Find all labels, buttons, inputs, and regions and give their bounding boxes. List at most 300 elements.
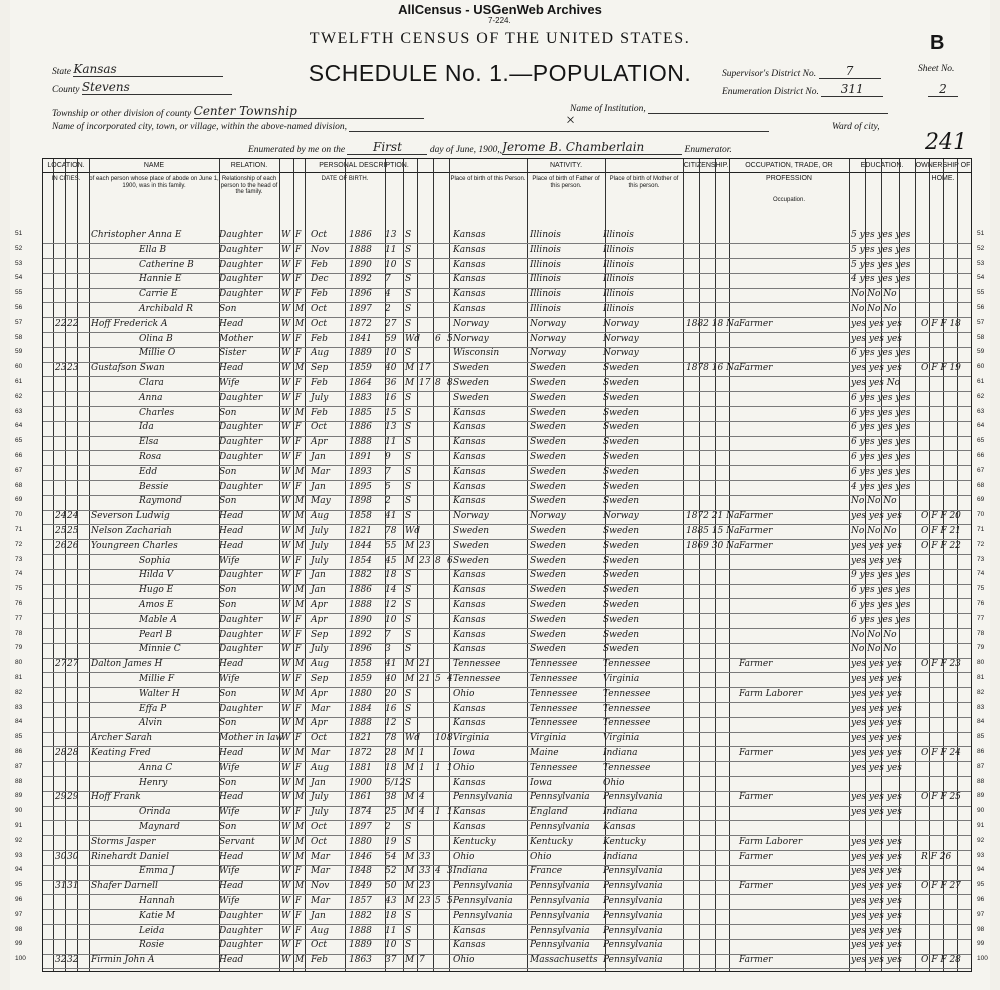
father-birthplace-cell: Norway: [530, 333, 566, 344]
table-row: [15, 688, 985, 703]
relation-cell: Son: [219, 466, 237, 477]
marital-cell: S: [405, 348, 412, 359]
table-row: [15, 333, 985, 348]
line-number-left: 55: [15, 289, 23, 297]
relation-cell: Son: [219, 496, 237, 507]
ownership-cell: O F F 22: [921, 540, 961, 551]
mother-of-cell: 10: [435, 733, 447, 744]
mother-birthplace-cell: Norway: [603, 511, 639, 522]
ownership-cell: O F F 28: [921, 955, 961, 966]
sex-cell: F: [295, 230, 302, 240]
table-row: [15, 229, 985, 244]
name-cell: Elsa: [139, 437, 159, 448]
birthplace-cell: Kansas: [453, 407, 486, 418]
age-cell: 10: [385, 614, 397, 625]
birthplace-cell: Sweden: [453, 392, 490, 403]
relation-cell: Daughter: [219, 437, 263, 448]
ownership-cell: O F F 27: [921, 881, 961, 892]
sheet-value: 2: [928, 82, 958, 97]
age-cell: 11: [385, 437, 397, 448]
education-cell: No No No: [851, 289, 897, 300]
birth-year-cell: 1859: [349, 363, 372, 374]
name-cell: Emma J: [139, 866, 175, 877]
sex-cell: F: [295, 437, 302, 448]
line-number-left: 56: [15, 304, 23, 311]
name-cell: Henry: [139, 777, 168, 788]
birthplace-cell: Kansas: [453, 585, 486, 596]
table-row: [15, 703, 985, 718]
education-cell: yes yes yes: [851, 511, 902, 522]
father-birthplace-cell: Kentucky: [530, 836, 573, 847]
ownership-cell: O F F 23: [921, 659, 961, 670]
education-cell: No No No: [851, 304, 897, 314]
dwelling-number: 28: [55, 748, 67, 758]
age-cell: 9: [385, 452, 391, 462]
marital-cell: S: [405, 940, 412, 951]
color-cell: W: [281, 511, 291, 522]
sex-cell: F: [295, 333, 302, 344]
birth-month-cell: Feb: [311, 955, 328, 966]
line-number-right: 62: [977, 392, 985, 400]
birth-month-cell: Jan: [311, 777, 326, 788]
marital-cell: Wd: [405, 333, 421, 344]
education-cell: yes yes yes: [851, 733, 902, 744]
color-cell: W: [281, 570, 291, 581]
relation-cell: Wife: [219, 896, 240, 906]
education-cell: 5 yes yes yes: [851, 244, 911, 255]
line-number-left: 85: [15, 733, 23, 741]
mother-birthplace-cell: Sweden: [603, 496, 640, 507]
living-cell: 4: [447, 674, 453, 684]
sex-cell: F: [295, 452, 302, 462]
line-number-right: 55: [977, 289, 985, 297]
birth-month-cell: Dec: [311, 274, 329, 285]
birthplace-cell: Sweden: [453, 378, 490, 388]
birth-month-cell: Nov: [311, 881, 330, 892]
color-cell: W: [281, 910, 291, 921]
sex-cell: M: [295, 659, 305, 670]
birth-year-cell: 1821: [349, 733, 372, 744]
mother-birthplace-cell: Sweden: [603, 570, 640, 581]
education-cell: 6 yes yes yes: [851, 422, 911, 433]
line-number-left: 72: [15, 540, 23, 548]
sex-cell: F: [295, 244, 302, 255]
father-birthplace-cell: Sweden: [530, 629, 567, 640]
years-married-cell: 7: [419, 955, 425, 966]
birth-year-cell: 1888: [349, 437, 372, 448]
occupation-cell: Farmer: [739, 881, 773, 892]
table-row: [15, 880, 985, 895]
father-birthplace-cell: Sweden: [530, 378, 567, 388]
marital-cell: S: [405, 777, 412, 788]
group-location: LOCATION.: [43, 159, 89, 173]
relation-cell: Head: [219, 511, 244, 522]
birth-year-cell: 1821: [349, 526, 372, 536]
education-cell: 6 yes yes yes: [851, 585, 911, 596]
age-cell: 40: [385, 674, 397, 684]
marital-cell: S: [405, 437, 412, 448]
line-number-right: 60: [977, 363, 985, 371]
relation-cell: Head: [219, 748, 244, 758]
group-nativity: NATIVITY.: [449, 159, 683, 173]
birth-year-cell: 1889: [349, 348, 372, 359]
mother-birthplace-cell: Sweden: [603, 452, 640, 462]
sex-cell: F: [295, 614, 302, 625]
relation-cell: Daughter: [219, 392, 263, 403]
name-cell: Maynard: [139, 822, 180, 832]
table-row: [15, 436, 985, 451]
birthplace-cell: Kansas: [453, 925, 486, 936]
marital-cell: S: [405, 511, 412, 522]
sex-cell: F: [295, 644, 302, 655]
living-cell: 6: [447, 555, 453, 566]
living-cell: 5: [447, 333, 453, 344]
birth-month-cell: Sep: [311, 629, 329, 640]
birthplace-cell: Tennessee: [453, 674, 501, 684]
line-number-right: 93: [977, 851, 985, 859]
birthplace-cell: Kansas: [453, 496, 486, 507]
marital-cell: S: [405, 259, 412, 270]
citizenship-cell: 1878 16 Na: [686, 363, 740, 374]
table-row: [15, 362, 985, 377]
birthplace-cell: Kansas: [453, 777, 486, 788]
mother-birthplace-cell: Sweden: [603, 378, 640, 388]
birth-month-cell: Oct: [311, 304, 328, 314]
line-number-left: 94: [15, 866, 23, 874]
mother-birthplace-cell: Norway: [603, 348, 639, 359]
marital-cell: S: [405, 304, 412, 314]
name-cell: Catherine B: [139, 259, 194, 270]
name-cell: Rosie: [139, 940, 165, 951]
table-row: [15, 762, 985, 777]
name-cell: Sophia: [139, 555, 171, 566]
table-row: [15, 377, 985, 392]
mother-birthplace-cell: Sweden: [603, 481, 640, 492]
education-cell: yes yes yes: [851, 333, 902, 344]
birth-year-cell: 1841: [349, 333, 372, 344]
line-number-right: 59: [977, 348, 985, 356]
line-number-right: 90: [977, 807, 985, 815]
color-cell: W: [281, 762, 291, 773]
line-number-right: 68: [977, 481, 985, 489]
sex-cell: M: [295, 777, 305, 788]
family-number: 30: [67, 851, 79, 862]
table-row: [15, 925, 985, 940]
birth-year-cell: 1888: [349, 925, 372, 936]
mother-birthplace-cell: Pennsylvania: [603, 896, 663, 906]
birthplace-cell: Kansas: [453, 422, 486, 433]
dwelling-number: 22: [55, 318, 67, 329]
birth-year-cell: 1898: [349, 496, 372, 507]
table-row: [15, 392, 985, 407]
education-cell: yes yes yes: [851, 363, 902, 374]
birthplace-cell: Kansas: [453, 718, 486, 729]
mother-birthplace-cell: Sweden: [603, 466, 640, 477]
line-number-left: 82: [15, 688, 23, 696]
table-row: [15, 288, 985, 303]
line-number-left: 98: [15, 925, 23, 933]
color-cell: W: [281, 244, 291, 255]
education-cell: yes yes yes: [851, 540, 902, 551]
table-row: [15, 777, 985, 792]
education-cell: yes yes No: [851, 378, 901, 388]
header-birth: DATE OF BIRTH.: [321, 176, 369, 182]
line-number-left: 54: [15, 274, 23, 282]
father-birthplace-cell: Sweden: [530, 540, 567, 551]
marital-cell: M: [405, 540, 415, 551]
color-cell: W: [281, 674, 291, 684]
line-number-right: 99: [977, 940, 985, 948]
birth-month-cell: Sep: [311, 674, 329, 684]
mother-birthplace-cell: Sweden: [603, 629, 640, 640]
birthplace-cell: Kansas: [453, 230, 486, 240]
relation-cell: Mother: [219, 333, 253, 344]
age-cell: 4: [385, 289, 391, 300]
birth-month-cell: Jan: [311, 585, 326, 596]
sex-cell: F: [295, 555, 302, 566]
marital-cell: S: [405, 481, 412, 492]
birth-year-cell: 1846: [349, 851, 372, 862]
color-cell: W: [281, 452, 291, 462]
color-cell: W: [281, 748, 291, 758]
marital-cell: M: [405, 896, 415, 906]
sex-cell: M: [295, 466, 305, 477]
birth-month-cell: Mar: [311, 851, 330, 862]
birth-month-cell: Oct: [311, 822, 328, 832]
color-cell: W: [281, 851, 291, 862]
age-cell: 2: [385, 496, 391, 507]
mother-of-cell: 1: [435, 762, 441, 773]
mother-birthplace-cell: Sweden: [603, 422, 640, 433]
supervisor-field: [722, 64, 881, 79]
line-number-left: 71: [15, 526, 23, 533]
occupation-cell: Farmer: [739, 540, 773, 551]
sex-cell: M: [295, 496, 305, 507]
birth-month-cell: May: [311, 496, 331, 507]
birthplace-cell: Ohio: [453, 688, 475, 699]
mother-birthplace-cell: Illinois: [603, 244, 634, 255]
age-cell: 14: [385, 585, 397, 596]
sex-cell: F: [295, 259, 302, 270]
years-married-cell: 4: [419, 807, 425, 818]
table-row: [15, 599, 985, 614]
marital-cell: S: [405, 318, 412, 329]
father-birthplace-cell: Illinois: [530, 259, 561, 270]
table-row: [15, 303, 985, 318]
line-number-right: 94: [977, 866, 985, 874]
birth-month-cell: July: [311, 392, 329, 403]
sex-cell: F: [295, 348, 302, 359]
birth-month-cell: Oct: [311, 230, 328, 240]
birth-year-cell: 1895: [349, 481, 372, 492]
birth-year-cell: 1896: [349, 289, 372, 300]
name-cell: Anna C: [139, 762, 173, 773]
table-row: [15, 259, 985, 274]
marital-cell: Wd: [405, 526, 421, 536]
enumeration-value: 311: [821, 82, 883, 97]
age-cell: 16: [385, 703, 397, 714]
education-cell: 6 yes yes yes: [851, 452, 911, 462]
family-number: 28: [67, 748, 79, 758]
line-number-right: 65: [977, 437, 985, 445]
birth-year-cell: 1858: [349, 659, 372, 670]
name-cell: Amos E: [139, 600, 174, 610]
line-number-left: 77: [15, 614, 23, 622]
birth-year-cell: 1882: [349, 570, 372, 581]
marital-cell: S: [405, 496, 412, 507]
age-cell: 3: [385, 644, 391, 655]
sex-cell: M: [295, 585, 305, 596]
ownership-cell: O F F 18: [921, 318, 961, 329]
birth-year-cell: 1848: [349, 866, 372, 877]
birthplace-cell: Kansas: [453, 570, 486, 581]
dwelling-number: 23: [55, 363, 67, 374]
line-number-left: 73: [15, 555, 23, 563]
years-married-cell: 17: [419, 363, 431, 374]
father-birthplace-cell: Sweden: [530, 555, 567, 566]
name-cell: Rinehardt Daniel: [91, 851, 169, 862]
mother-birthplace-cell: Sweden: [603, 437, 640, 448]
name-cell: Edd: [139, 466, 158, 477]
marital-cell: S: [405, 629, 412, 640]
age-cell: 7: [385, 629, 391, 640]
name-cell: Pearl B: [139, 629, 172, 640]
marital-cell: S: [405, 718, 412, 729]
ward-field: [832, 122, 880, 132]
relation-cell: Wife: [219, 674, 240, 684]
birth-month-cell: Oct: [311, 940, 328, 951]
color-cell: W: [281, 836, 291, 847]
name-cell: Gustafson Swan: [91, 363, 165, 374]
age-cell: 54: [385, 851, 397, 862]
birth-year-cell: 1900: [349, 777, 372, 788]
marital-cell: Wd: [405, 733, 421, 744]
family-number: 26: [67, 540, 79, 551]
line-number-left: 66: [15, 452, 23, 459]
father-birthplace-cell: Tennessee: [530, 688, 578, 699]
supervisor-label: Supervisor's District No.: [722, 69, 817, 79]
line-number-left: 93: [15, 851, 23, 859]
birthplace-cell: Pennsylvania: [453, 896, 513, 906]
marital-cell: S: [405, 822, 412, 832]
father-birthplace-cell: Sweden: [530, 437, 567, 448]
birth-month-cell: Mar: [311, 703, 330, 714]
name-cell: Christopher Anna E: [91, 230, 182, 240]
father-birthplace-cell: Sweden: [530, 481, 567, 492]
mother-birthplace-cell: Pennsylvania: [603, 792, 663, 803]
father-birthplace-cell: France: [530, 866, 563, 877]
father-birthplace-cell: Iowa: [530, 777, 553, 788]
name-cell: Keating Fred: [91, 748, 151, 758]
mother-birthplace-cell: Sweden: [603, 555, 640, 566]
birth-month-cell: Oct: [311, 836, 328, 847]
name-cell: Katie M: [139, 910, 175, 921]
birth-year-cell: 1858: [349, 511, 372, 522]
birth-month-cell: July: [311, 644, 329, 655]
birthplace-cell: Norway: [453, 511, 489, 522]
header-relation: Relationship of each person to the head of the family.: [220, 176, 278, 196]
line-number-left: 86: [15, 748, 23, 755]
birth-year-cell: 1888: [349, 600, 372, 610]
color-cell: W: [281, 422, 291, 433]
birthplace-cell: Tennessee: [453, 659, 501, 670]
age-cell: 10: [385, 259, 397, 270]
line-number-right: 82: [977, 688, 985, 696]
age-cell: 2: [385, 822, 391, 832]
relation-cell: Daughter: [219, 452, 263, 462]
name-cell: Orinda: [139, 807, 171, 818]
relation-cell: Wife: [219, 378, 240, 388]
education-cell: yes yes yes: [851, 703, 902, 714]
sex-cell: F: [295, 940, 302, 951]
relation-cell: Daughter: [219, 274, 263, 285]
father-birthplace-cell: Pennsylvania: [530, 940, 590, 951]
mother-birthplace-cell: Kentucky: [603, 836, 646, 847]
mother-birthplace-cell: Sweden: [603, 644, 640, 655]
name-cell: Walter H: [139, 688, 180, 699]
line-number-left: 91: [15, 822, 23, 829]
relation-cell: Son: [219, 600, 237, 610]
supervisor-value: 7: [819, 64, 881, 79]
color-cell: W: [281, 688, 291, 699]
citizenship-cell: 1882 18 Na: [686, 318, 740, 329]
table-row: [15, 584, 985, 599]
father-birthplace-cell: Illinois: [530, 274, 561, 285]
occupation-cell: Farm Laborer: [739, 688, 803, 699]
relation-cell: Daughter: [219, 629, 263, 640]
age-cell: 18: [385, 762, 397, 773]
father-birthplace-cell: Pennsylvania: [530, 792, 590, 803]
name-cell: Hannie E: [139, 274, 182, 285]
sex-cell: F: [295, 733, 302, 744]
name-cell: Anna: [139, 392, 163, 403]
birth-year-cell: 1897: [349, 304, 372, 314]
marital-cell: M: [405, 363, 415, 374]
marital-cell: M: [405, 555, 415, 566]
county-field: [52, 80, 232, 95]
sex-cell: F: [295, 762, 302, 773]
name-cell: Archer Sarah: [91, 733, 153, 744]
table-row: [15, 525, 985, 540]
name-cell: Hilda V: [139, 570, 174, 581]
mother-birthplace-cell: Illinois: [603, 274, 634, 285]
line-number-left: 84: [15, 718, 23, 726]
birthplace-cell: Ohio: [453, 762, 475, 773]
mother-birthplace-cell: Virginia: [603, 733, 640, 744]
education-cell: 6 yes yes yes: [851, 437, 911, 448]
age-cell: 10: [385, 940, 397, 951]
relation-cell: Daughter: [219, 614, 263, 625]
dwelling-number: 24: [55, 511, 67, 522]
relation-cell: Daughter: [219, 259, 263, 270]
marital-cell: S: [405, 422, 412, 433]
birth-month-cell: Jan: [311, 452, 326, 462]
birth-month-cell: Aug: [311, 762, 330, 773]
occupation-cell: Farmer: [739, 318, 773, 329]
occupation-cell: Farm Laborer: [739, 836, 803, 847]
relation-cell: Son: [219, 304, 237, 314]
education-cell: yes yes yes: [851, 881, 902, 892]
mother-birthplace-cell: Norway: [603, 318, 639, 329]
education-cell: yes yes yes: [851, 836, 902, 847]
line-number-left: 74: [15, 570, 23, 578]
father-birthplace-cell: Massachusetts: [530, 955, 598, 966]
township-label: Township or other division of county: [52, 109, 192, 119]
sex-cell: F: [295, 378, 302, 388]
age-cell: 78: [385, 526, 397, 536]
line-number-left: 68: [15, 481, 23, 489]
birthplace-cell: Wisconsin: [453, 348, 500, 359]
